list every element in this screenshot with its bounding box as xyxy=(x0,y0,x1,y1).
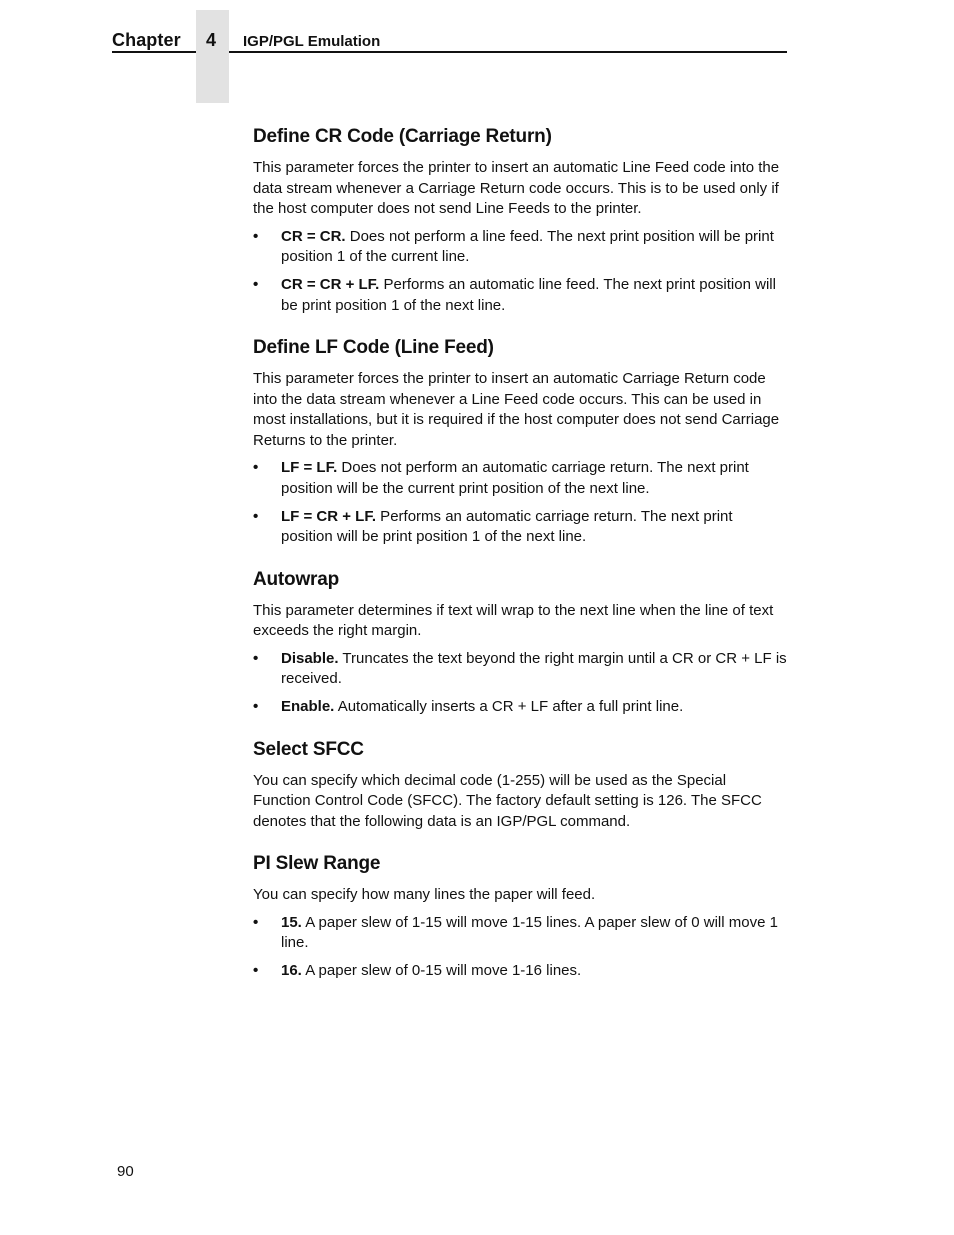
item-term: 15. xyxy=(281,913,302,931)
item-term: CR = CR + LF. xyxy=(281,276,380,293)
header-rule xyxy=(229,51,787,53)
list-item xyxy=(253,227,787,268)
item-text: A paper slew of 1-15 will move 1-15 lines. A paper slew of 0 will move 1 line. xyxy=(281,913,778,951)
chapter-number: 4 xyxy=(206,30,217,50)
section-autowrap xyxy=(253,567,787,718)
item-text: Does not perform an automatic carriage return. The next print position will be the current print position of the next line. xyxy=(281,459,749,497)
item-text: Truncates the text beyond the right margin until a CR or CR + LF is received. xyxy=(281,649,787,687)
bullet-list xyxy=(253,649,787,718)
item-term: Disable. xyxy=(281,649,339,667)
page-number: 90 xyxy=(117,1163,134,1180)
section-define-cr-code xyxy=(253,124,787,316)
chapter-title: IGP/PGL Emulation xyxy=(243,33,381,50)
list-item xyxy=(253,697,787,718)
section-paragraph: This parameter forces the printer to insert an automatic Line Feed code into the data stream whenever a Carriage Return code occurs. This is to be used only if the host computer does not send Line Feeds to the printer. xyxy=(253,159,780,217)
section-heading: Autowrap xyxy=(253,568,340,590)
item-term: 16. xyxy=(281,962,302,979)
section-heading: PI Slew Range xyxy=(253,853,381,874)
section-heading: Define LF Code (Line Feed) xyxy=(253,337,494,358)
item-text: Performs an automatic carriage return. The next print position will be print position 1 of the next line. xyxy=(281,507,733,545)
section-heading: Select SFCC xyxy=(253,738,364,760)
page-content xyxy=(253,124,787,1001)
bullet-icon: • xyxy=(253,649,259,667)
item-text: Automatically inserts a CR + LF after a full print line. xyxy=(334,698,684,715)
list-item xyxy=(253,961,787,982)
section-pi-slew-range xyxy=(253,851,787,982)
section-paragraph: This parameter forces the printer to insert an automatic Carriage Return code into the data stream whenever a Line Feed code occurs. This can be used in most installations, but it is required if the host computer does not send Carriage Returns to the printer. xyxy=(253,370,780,449)
bullet-list xyxy=(253,458,787,548)
chapter-underline xyxy=(112,51,196,53)
list-item xyxy=(253,649,787,690)
list-item xyxy=(253,275,787,316)
bullet-icon: • xyxy=(253,507,259,525)
item-term: CR = CR. xyxy=(281,227,346,245)
list-item xyxy=(253,507,787,548)
item-term: Enable. xyxy=(281,698,335,715)
bullet-icon: • xyxy=(253,962,259,979)
bullet-icon: • xyxy=(253,459,259,476)
chapter-tab xyxy=(196,10,229,103)
chapter-label: Chapter xyxy=(112,30,181,50)
item-text: A paper slew of 0-15 will move 1-16 lines. xyxy=(301,962,582,979)
section-paragraph: This parameter determines if text will wrap to the next line when the line of text exceeds the right margin. xyxy=(253,601,774,639)
item-text: Does not perform a line feed. The next print position will be print position 1 of the current line. xyxy=(281,227,774,265)
bullet-list xyxy=(253,913,787,982)
section-heading: Define CR Code (Carriage Return) xyxy=(253,126,552,147)
item-term: LF = CR + LF. xyxy=(281,507,377,525)
item-text: Performs an automatic line feed. The next print position will be print position 1 of the next line. xyxy=(281,276,776,314)
section-select-sfcc xyxy=(253,737,787,833)
bullet-list xyxy=(253,227,787,317)
list-item xyxy=(253,913,787,954)
item-term: LF = LF. xyxy=(281,459,338,476)
bullet-icon: • xyxy=(253,276,259,293)
bullet-icon: • xyxy=(253,227,259,245)
list-item xyxy=(253,458,787,499)
bullet-icon: • xyxy=(253,698,259,715)
section-define-lf-code xyxy=(253,335,787,548)
section-paragraph: You can specify how many lines the paper will feed. xyxy=(253,886,596,903)
section-paragraph: You can specify which decimal code (1-255) will be used as the Special Function Control Code (SFCC). The factory default setting is 126. The SFCC denotes that the following data is an IGP/PGL command. xyxy=(253,771,762,830)
bullet-icon: • xyxy=(253,913,259,931)
